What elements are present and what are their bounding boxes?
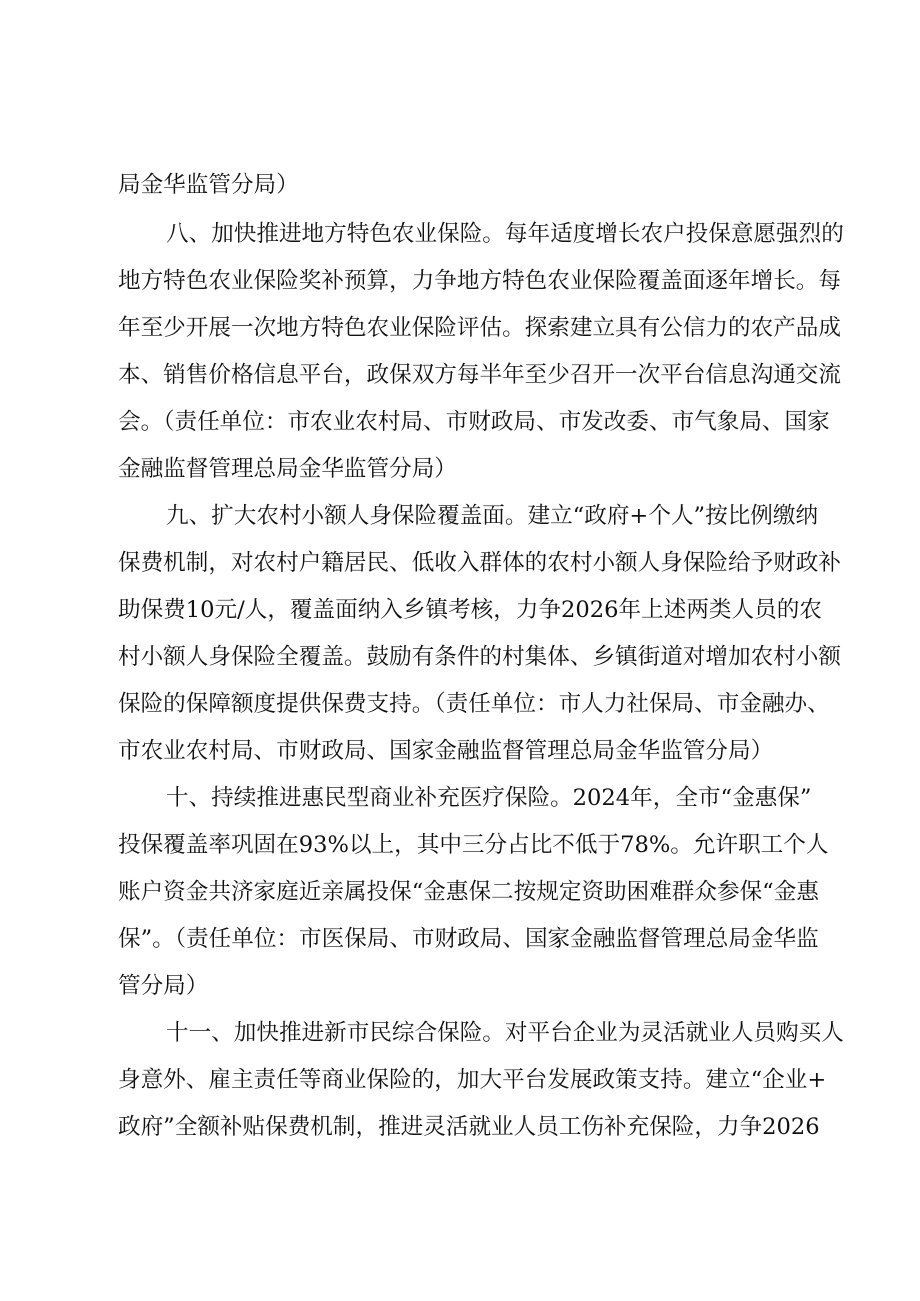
text-line: 助保费10元/人，覆盖面纳入乡镇考核，力争2026年上述两类人员的农 <box>118 597 822 623</box>
text-line: 保”。（责任单位：市医保局、市财政局、国家金融监督管理总局金华监 <box>118 926 819 952</box>
text-line: 管分局） <box>118 973 209 999</box>
paragraph-8-heading-line: 八、加快推进地方特色农业保险。每年适度增长农户投保意愿强烈的 <box>166 221 844 247</box>
text-line: 本、销售价格信息平台，政保双方每半年至少召开一次平台信息沟通交流 <box>118 362 841 388</box>
text-line: 市农业农村局、市财政局、国家金融监督管理总局金华监管分局） <box>118 738 774 764</box>
paragraph-9-heading-line: 九、扩大农村小额人身保险覆盖面。建立“政府+个人”按比例缴纳 <box>166 503 819 529</box>
text-line: 地方特色农业保险奖补预算，力争地方特色农业保险覆盖面逐年增长。每 <box>118 268 841 294</box>
text-line: 账户资金共济家庭近亲属投保“金惠保二按规定资助困难群众参保“金惠 <box>118 879 819 905</box>
text-line: 身意外、雇主责任等商业保险的，加大平台发展政策支持。建立“企业+ <box>118 1067 827 1093</box>
text-line: 会。（责任单位：市农业农村局、市财政局、市发改委、市气象局、国家 <box>118 409 830 435</box>
text-line: 金融监督管理总局金华监管分局） <box>118 456 457 482</box>
text-line: 保费机制，对农村户籍居民、低收入群体的农村小额人身保险给予财政补 <box>118 550 841 576</box>
text-line: 村小额人身保险全覆盖。鼓励有条件的村集体、乡镇街道对增加农村小额 <box>118 644 841 670</box>
paragraph-10-heading-line: 十、持续推进惠民型商业补充医疗保险。2024年，全市“金惠保” <box>166 785 812 811</box>
paragraph-11-heading-line: 十一、加快推进新市民综合保险。对平台企业为灵活就业人员购买人 <box>166 1020 844 1046</box>
text-line: 投保覆盖率巩固在93%以上，其中三分占比不低于78%。允许职工个人 <box>118 832 829 858</box>
text-line: 局金华监管分局） <box>118 172 299 198</box>
text-line: 年至少开展一次地方特色农业保险评估。探索建立具有公信力的农产品成 <box>118 315 841 341</box>
text-line: 政府”全额补贴保费机制，推进灵活就业人员工伤补充保险，力争2026 <box>118 1114 820 1140</box>
text-line: 保险的保障额度提供保费支持。（责任单位：市人力社保局、市金融办、 <box>118 691 830 717</box>
